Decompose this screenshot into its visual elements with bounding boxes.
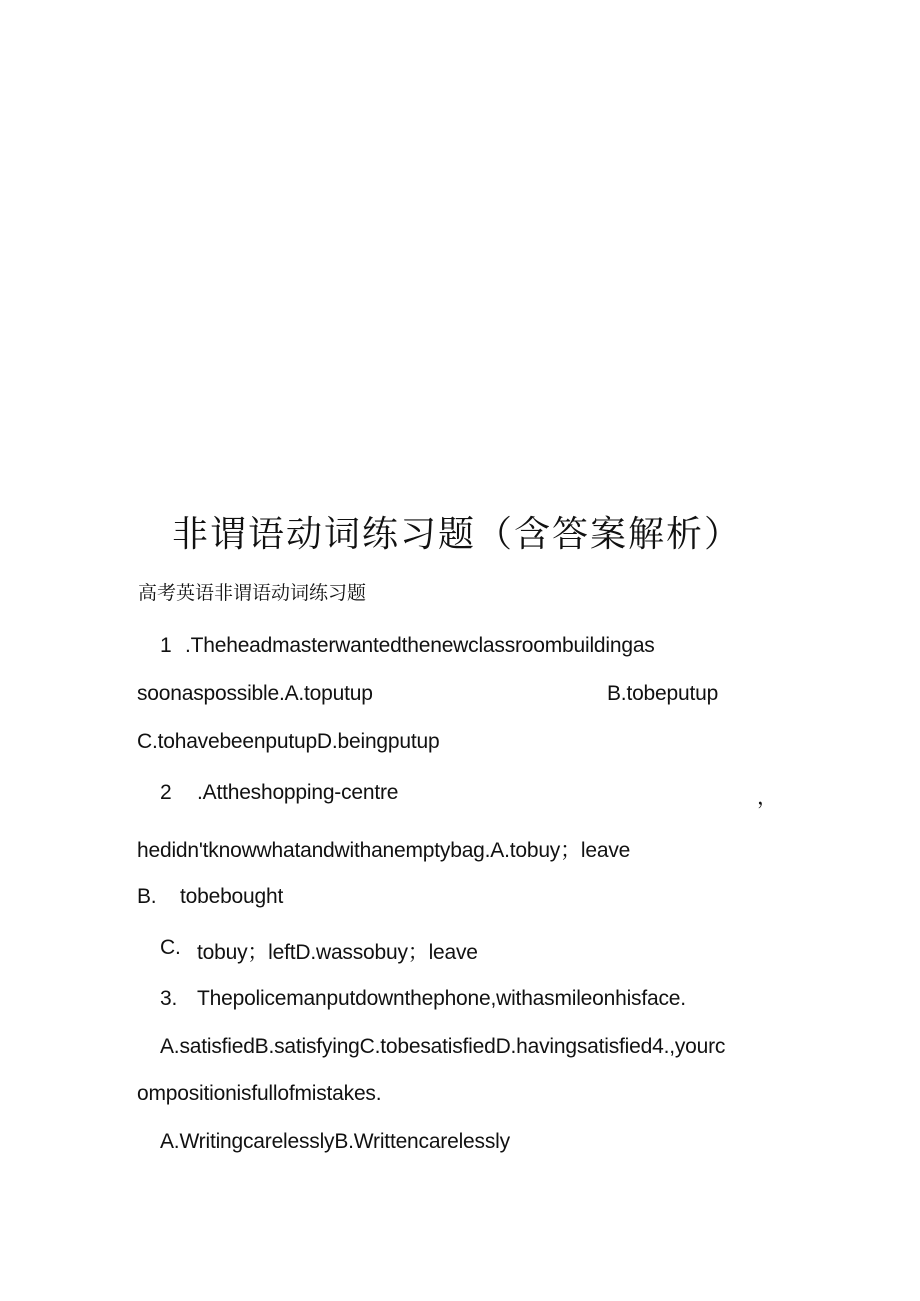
question-2-stem: .Attheshopping-centre [197,781,399,804]
question-1-options-cd: C.tohavebeenputupD.beingputup [137,730,440,753]
question-1-option-b: B.tobeputup [607,682,719,705]
question-2-option-b-text: tobebought [180,885,284,908]
question-3-stem: Thepolicemanputdownthephone,withasmileonhisface. [197,987,686,1010]
question-1-number: 1 [160,634,172,657]
question-1-option-a: soonaspossible.A.toputup [137,682,373,705]
question-2-comma: ， [757,786,778,809]
question-4-stem-continued: ompositionisfullofmistakes. [137,1082,382,1105]
question-3-options: A.satisfiedB.satisfyingC.tobesatisfiedD.havingsatisfied4.,yourc [160,1035,726,1058]
document-subtitle: 高考英语非谓语动词练习题 [138,582,367,604]
document-title: 非谓语动词练习题（含答案解析） [172,514,743,555]
question-2-stem-continued: hedidn'tknowwhatandwithanemptybag.A.tobuy；leave [137,839,631,862]
question-2-option-c-label: C. [160,936,181,959]
question-1-stem: .Theheadmasterwantedthenewclassroombuildingas [185,634,655,657]
question-2-option-c-text: tobuy；leftD.wassobuy；leave [197,941,478,964]
question-2-number: 2 [160,781,172,804]
question-2-option-b-label: B. [137,885,157,908]
question-4-options: A.WritingcarelesslyB.Writtencarelessly [160,1130,510,1153]
question-3-number: 3. [160,987,178,1010]
